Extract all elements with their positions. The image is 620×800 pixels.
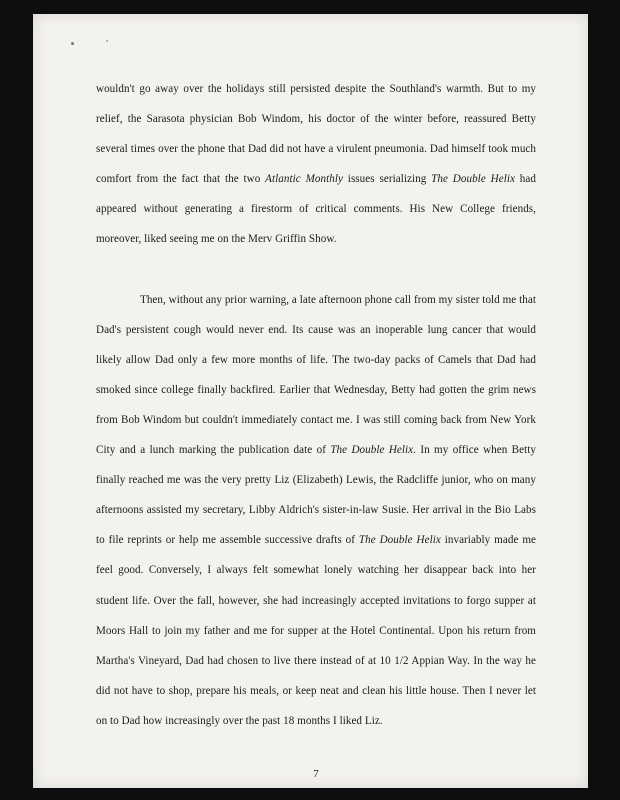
dust-speck-icon: [72, 43, 74, 45]
document-page: [33, 14, 588, 788]
italic-title-text: The Double Helix: [330, 444, 414, 457]
dust-speck-icon: [106, 40, 108, 42]
italic-title-text: The Double Helix: [431, 173, 515, 186]
body-text: issues serializing: [342, 173, 432, 186]
body-text: wouldn't go away over the holidays still persisted despite the Southland's warmth. But to my relief, the Sarasota physician Bob Windom, his doctor of the winter before, reassured Betty several times over the phone that Dad did not have a virulent pneumonia. Dad himself took much comfort from the fact that the two: [96, 83, 536, 186]
body-text: invariably made me feel good. Conversely, I always felt somewhat lonely watching her disappear back into her student life. Over the fall, however, she had increasingly accepted invitations to forgo supper at Moors Hall to join my father and me for supper at the Hotel Continental. Upon his return from Martha's Vineyard, Dad had chosen to live there instead of at 10 1/2 Appian Way. In the way he did not have to shop, prepare his meals, or keep neat and clean his little house. Then I never let on to Dad how increasingly over the past 18 months I liked Liz.: [96, 534, 536, 727]
paragraph: [96, 285, 536, 736]
dust-speck-icon: [71, 42, 74, 45]
paragraph-container: [96, 74, 536, 736]
italic-title-text: Atlantic Monthly: [265, 173, 343, 186]
page-text-body: [96, 74, 536, 780]
italic-title-text: The Double Helix: [358, 534, 441, 547]
paragraph: [96, 74, 536, 255]
body-text: Then, without any prior warning, a late afternoon phone call from my sister told me that Dad's persistent cough would never end. Its cause was an inoperable lung cancer that would likely allow Dad only a few more months of life. The two-day packs of Camels that Dad had smoked since college finally backfired. Earlier that Wednesday, Betty had gotten the grim news from Bob Windom but couldn't immediately contact me. I was still coming back from New York City and a lunch marking the publication date of: [96, 293, 536, 457]
body-text: had appeared without generating a firestorm of critical comments. His New College friends, moreover, liked seeing me on the Merv Griffin Show.: [96, 173, 536, 246]
page-number: 7: [313, 768, 319, 780]
body-text: . In my office when Betty finally reached me was the very pretty Liz (Elizabeth) Lewis, the Radcliffe junior, who on many afternoons assisted my secretary, Libby Aldrich's sister-in-law Susie. Her arrival in the Bio Labs to file reprints or help me assemble successive drafts of: [96, 444, 536, 547]
